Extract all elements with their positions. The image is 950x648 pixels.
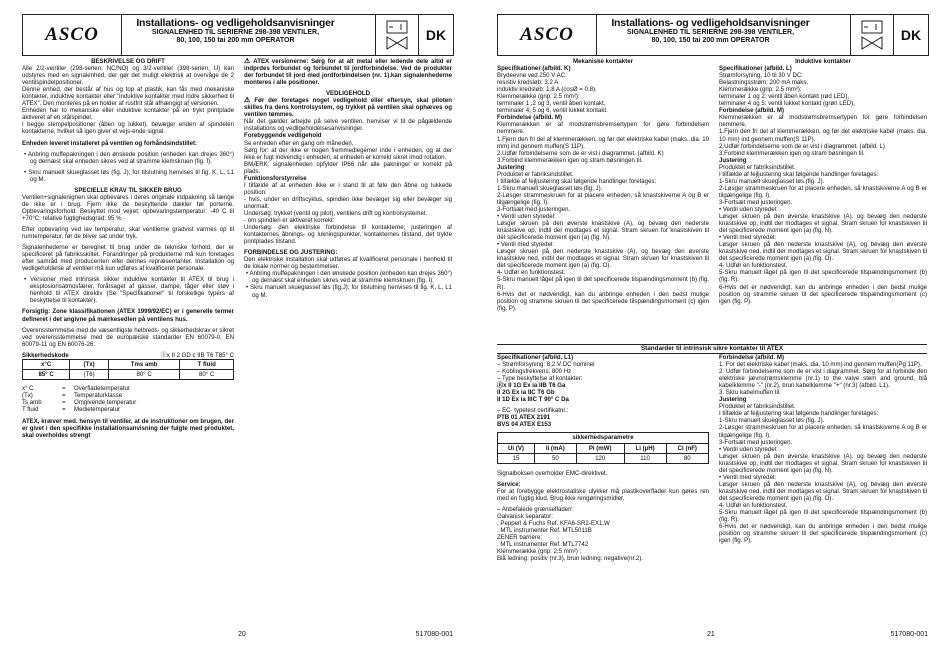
table-cell: 120 xyxy=(576,453,624,463)
paragraph: Klemmerække (grip: 2.5 mm²): xyxy=(719,86,802,94)
bold-paragraph: II 1D Ex ia IIIC T 90° C Da xyxy=(497,396,569,404)
paragraph: 6-Hvis det er nødvendigt, kan du anbringe enheden i den bedst mulige position og stramme skruen til det specificerede tilspændingsmoment (c) igen (fig. P). xyxy=(719,283,927,305)
section-heading: BESKRIVELSE OG DRIFT xyxy=(91,58,165,65)
page-right xyxy=(475,0,950,648)
paragraph: 3-Fortsæt med justeringen. xyxy=(497,205,571,213)
paragraph: Brydeevne ved 250 V AC: xyxy=(497,72,567,80)
table-header: Ci (nF) xyxy=(666,443,708,453)
paragraph: 2.Udfør forbindelserne som de er vist i diagrammet. (afbild. K) xyxy=(497,149,664,157)
paragraph: Klemmerækken er af modstrømsbremsertypen for gøre forbindelsen nemmere. xyxy=(497,121,709,136)
paragraph: • Ventil uden styredel: xyxy=(719,205,778,213)
warning-paragraph: ⚠ ATEX versionerne: Sørg for at alt metal eller ledende dele altid er indprdes forbundet og forbundet til jordforbindelse. Ved de produkter der forbundet til jord med jordforbindelsen (nr. 1).kan signalenhederne monteres i alle positioner. xyxy=(244,58,452,86)
paragraph: • Ventil med styredel: xyxy=(497,241,555,249)
paragraph: Sørg for: at der ikke er nogen fremmedlegemer inde i enheden, og at der ikke er fugt indvendig i enheden, at enheden er korrekt sikret imod rotation. xyxy=(244,146,452,161)
table-cell: 85° C xyxy=(23,369,70,379)
paragraph: • Ventil uden styredel: xyxy=(719,445,778,453)
doc-title: Installations- og vedligeholdsanvisninger xyxy=(611,17,810,29)
paragraph: Når det gælder arbejde på selve ventilen, henviser vi til de pågældende installations og vedligeholdelsesanvisninger. xyxy=(244,118,452,133)
paragraph: 4- Udfør en funktionstest. xyxy=(719,501,788,509)
paragraph: resistiv kredsløb: 3.2 A xyxy=(497,79,559,87)
bold-paragraph: Specifikationer (afbild. L) xyxy=(719,65,792,73)
doc-title: Installations- og vedligeholdsanvisninger xyxy=(136,17,335,29)
table-title: sikkerhedsparametre xyxy=(498,433,709,443)
left-column-1 xyxy=(22,58,234,439)
paragraph: 4- Udfør en funktionstest. xyxy=(719,262,788,270)
temp-code-table xyxy=(22,359,234,380)
paragraph: Løsger skruen på den øverste knastskive (A), og bevæg den nederste knastskive op, indtil der modtages et signal. Stram skruen for knastskiven til det specificerede moment igen (a) (fig. N). xyxy=(719,452,927,474)
paragraph: 1-Skru manuelt skueglasset løs (fig. J). xyxy=(719,417,825,425)
paragraph: 3-Fortsæt med justeringen. xyxy=(719,438,793,446)
paragraph: ZENER barriere: xyxy=(497,533,543,541)
paragraph: Alle 2/2-ventiler (298-serien, NC/NO) og 3/2-ventiler (398-serien, U) kan udstyres med en signalenhed, der gør det muligt elektrisk at overvåge de 2 ventilspindelpositioner. xyxy=(22,65,234,87)
paragraph: induktiv kredsløb: 1.8 A (cosØ = 0.8). xyxy=(497,86,597,94)
paragraph: – Strømforsyning: 8,2 V DC nominel xyxy=(497,361,595,369)
table-cell: (T6) xyxy=(70,369,109,379)
doc-subtitle-1: SIGNALENHED TIL SERIERNE 298-398 VENTILER, xyxy=(151,29,320,36)
table-cell: 15 xyxy=(498,453,535,463)
table-cell: 50 xyxy=(534,453,576,463)
paragraph: 1-Skru manuelt skueglasset løs (fig. J). xyxy=(497,184,603,192)
bold-paragraph: II 2G Ex ia IIC T6 Gb xyxy=(497,389,555,397)
asco-logo: ASCO xyxy=(498,15,597,55)
paragraph: 3.Forbind klemmerækken igen og stram bøsningen til. xyxy=(497,156,643,164)
temp-legend xyxy=(22,385,234,413)
language-code: DK xyxy=(900,27,922,43)
legend-row xyxy=(22,392,234,399)
paragraph: 3-Fortsæt med justeringen. xyxy=(719,198,793,206)
paragraph: Produktet er fabriksindstillet. xyxy=(719,403,796,411)
bullet-item: • Skru manuelt skueglasset løs (fig.J); for tilslutning henvises til fig. K, L, L1 og M. xyxy=(246,284,452,299)
table-header: (Tx) xyxy=(70,359,109,369)
bold-paragraph: Service: xyxy=(497,480,521,488)
atex-standards-header: Standarder til intrinsisk sikre kontakter til ATEX xyxy=(497,344,927,354)
paragraph: - hvis, under en driftscyklus, spindlen ikke bevæger sig eller bevæger sig unormalt: xyxy=(244,195,452,210)
atex-note: ATEX, kræver med. hensyn til ventiler, at de instruktioner om brugen, der er givet i den specifikke installationsanvisning der fulgte med produktet, skal overholdes strengt xyxy=(22,418,234,440)
bold-paragraph: Forebyggende vedligehold xyxy=(244,132,322,140)
paragraph: BMÆRK: signalenheden opfylder IP66 når alle pakninger er korrekt på plads. xyxy=(244,160,452,175)
paragraph: 5-Skru manuelt låget på igen til det specificerede tilspændingsmoment (b) (fig. R). xyxy=(497,276,709,291)
paragraph: 4- Udfør en funktionstest. xyxy=(497,269,566,277)
paragraph: I begge stempelpositioner (åben og lukket), bevæger enden af spindelen kontakterne, hvilket så igen giver et vejs-ende signal. xyxy=(22,121,234,136)
paragraph: • Ventil med styredel: xyxy=(719,234,777,242)
legend-row xyxy=(22,399,234,406)
doc-subtitle-2: 80, 100, 150 tai 200 mm OPERATOR xyxy=(176,37,295,44)
paragraph: . Pepperl & Fuchs Ref. KFA6-SR2-EX1.W xyxy=(497,519,610,527)
paragraph: - om spindlen er aktiveret korrekt: xyxy=(244,217,335,225)
paragraph: 2-Løsger strammeskruen for at placere enheden, så knastskiverne A og B er tilgængelige (fig. I). xyxy=(719,424,927,439)
paragraph: – Anbefalede grænsefladerr: xyxy=(497,505,574,513)
paragraph: Løsger skruen på den nederste knastskive (A), og bevæg den øverste knastskive ned, indtil der modtages et signal. Stram skruen for knastskiven til det specificerede moment igen (a) (fig. O). xyxy=(719,241,927,263)
paragraph: For at forebygge elektrostatiske ulykker må plastikoverflader kun gøres ren med en fugtig klud. Brug ikke rengøringsmidler. xyxy=(497,487,709,502)
section-heading: Induktive kontakter xyxy=(795,58,851,65)
table-cell: 80° C xyxy=(180,369,234,379)
paragraph: 2. Udfør forbindelserne som de er vist i diagrammet. Sørg for at forbinde den elektriske jævnstrømsklemme (nr.1) to the valve stem and ground, blå kabelklemme "-" (nr.2), brun kabelklemme "+" (nr.3) (afbild. L1). xyxy=(719,368,927,390)
asco-logo: ASCO xyxy=(23,15,122,55)
page-header xyxy=(22,14,454,56)
paragraph: I tilfælde af fejljustering skal følgende handlinger foretages: xyxy=(497,177,657,185)
service-block xyxy=(497,470,709,563)
legend-row xyxy=(22,406,234,413)
paragraph: Signalenhederne er beregnet til brug under de tekniske forhold, der er specificeret på fabriksskiltet. Forandringer på produkterne må kun foretages efter samråd med producenten eller dennes repræsentanter. Installation og vedligeholdelse af ventilen må kun udføres af kvalificeret personale. xyxy=(22,244,234,273)
legend-cell: Temperaturklasse xyxy=(74,391,123,399)
paragraph: 1-Skru manuelt skueglasset løs (fig. J). xyxy=(719,177,825,185)
warning-paragraph: ⚠ Før der foretages noget vedligehold eller eftersyn, skal piloten skilles fra dens kontrolsystem, og trykket på ventilen skal ophæves og ventilen tømmes. xyxy=(244,97,452,118)
bold-paragraph: Justering xyxy=(497,163,525,171)
bold-paragraph: BVS 04 ATEX E153 xyxy=(497,421,552,429)
paragraph: I tilfælde af fejljustering skal følgende handlinger foretages: xyxy=(719,170,879,178)
page-number: 21 xyxy=(707,631,715,638)
paragraph: Strømforsyning: 10 til 30 V DC: xyxy=(719,72,803,80)
legend-cell: = xyxy=(62,398,66,406)
paragraph: terminaler 1 og 2: ventil åben kontakt (rød LED), xyxy=(719,93,850,101)
paragraph: Enheden har to mekaniske eller induktive kontakter på en trykt printplade aktiveret af en stålspindel. xyxy=(22,107,234,122)
section-heading: VEDLIGEHOLD xyxy=(325,90,370,98)
paragraph: 6-Hvis det er nødvendigt, kan du anbringe enheden i den bedst mulige position og stramme skruen til det specificerede tilspændingsmoment (c) igen (fig. P). xyxy=(497,290,709,312)
paragraph: . MTL instrumenter Ref. MTL5011B xyxy=(497,526,592,534)
bullet-item: • Anbring muffepakningen i den ønskede position (enheden kan drejes 360°) og dernæst skal enheden sikres ved at stramme klemskruen (fig. I). xyxy=(246,270,452,285)
doc-subtitle-1: SIGNALENHED TIL SERIERNE 298-398 VENTILER, xyxy=(626,29,795,36)
bullet-item: • Versioner med intrinsisk sikker induktive kontakter til ATEX til brug i eksplosionsatmosfærer, forårsaget af gasser, dampe, tåger eller støv i henhold til ATEX direktiv (Se "Specifikationer" til forskellige typers af beskyttelse til kontakter). xyxy=(24,276,234,305)
table-header: Pi (mW) xyxy=(576,443,624,453)
paragraph: 1.Fjern den fri del af klemmerækken, og før det elektriske kabel (maks. dia. 10 mm) ind gennem muffen(S 11P). xyxy=(497,135,709,150)
paragraph: Løsger skruen på den øverste knastskive (A), og bevæg den nederste knastskive op, indtil der modtages et signal. Stram skruen for knastskiven til det specificerede moment igen (a) (fig. N). xyxy=(497,220,709,242)
bullet-item: • Skru manuelt skueglasset løs (fig. J); for tilslutning henvises til fig. K, L, L1 og M. xyxy=(24,168,234,183)
table-header: Li (µH) xyxy=(624,443,666,453)
paragraph: Overensstemmelse med de væsentligste helbreds- og sikkerhedskrav er sikret ved overensstemmelse med de europæiske standarder EN 60079-0, EN 60079-11 og EN 60076-26. xyxy=(22,326,234,348)
bold-paragraph: Funktionsforstyrrelse xyxy=(244,174,307,182)
paragraph: Galvanisk separator: xyxy=(497,512,553,520)
paragraph: Efter opbevaring ved lav temperatur, skal ventilerne gradvist varmes op til rumtemperatur, før de bliver sat under tryk. xyxy=(22,225,234,241)
page-number: 20 xyxy=(238,631,246,638)
paragraph: Klemmerække (grip: 2,5 mm²) : xyxy=(497,548,582,556)
paragraph: – Koblingsfrekvens: 800 Hz xyxy=(497,368,572,376)
paragraph: 5-Skru manuelt låget på igen til det specificerede tilspændingsmoment (b) (fig. R). xyxy=(719,269,927,284)
section-heading: Mekaniske kontakter xyxy=(573,58,633,65)
temp-code-title xyxy=(22,352,234,359)
atex-marking: Ⓔx II 2 GD c IIB T6 T85° C xyxy=(160,351,234,359)
table-cell: 80° C xyxy=(108,369,180,379)
bold-paragraph: Justering xyxy=(719,156,747,164)
table-row xyxy=(498,453,709,463)
paragraph: terminaler 1 ,2 og 3, ventil åben kontakt, xyxy=(497,100,606,108)
right-column-4 xyxy=(719,354,927,544)
legend-cell: = xyxy=(62,384,66,392)
legend-row xyxy=(22,385,234,392)
language-code: DK xyxy=(425,27,447,43)
paragraph: I tilfælde af fejljustering skal følgende handlinger foretages: xyxy=(719,410,879,418)
paragraph: 2-Løsger strammeskruen for at placere enheden, så knastskiverne A og B er tilgængelige (fig. I). xyxy=(719,184,927,199)
paragraph: terminaler 4, 5 og 6, ventil lukket kontakt. xyxy=(497,107,608,115)
table-cell: 110 xyxy=(624,453,666,463)
temp-code-label: Sikkerhedskode xyxy=(22,351,69,359)
paragraph: Se enheden efter en gang om måneden. xyxy=(244,139,354,147)
paragraph: Belastningsstrøm: 200 mA maks. xyxy=(719,79,809,87)
bold-paragraph: FORBINDELSE OG JUSTERING: xyxy=(244,249,338,257)
paragraph: Undersøg: den elektriske forbindelse til kontakterne, justeringen af kontakternes åbnings- og lukningspunkter, kontakternes tilstand, det trykte printplades tilstand. xyxy=(244,224,452,246)
bold-paragraph: Forbindelse (afbild. M) xyxy=(497,114,562,122)
right-column-3 xyxy=(497,354,709,562)
table-header: Ui (V) xyxy=(498,443,535,453)
paragraph: Blå ledning: positiv (nr.3), brun ledning: negative(nr.2). xyxy=(497,555,643,563)
doc-number: 517080-001 xyxy=(415,631,453,638)
paragraph: – Type beskyttelse af kontakter: xyxy=(497,375,583,383)
paragraph: terminaler 4 og 5: ventil lukket kontakt (grøn LED), xyxy=(719,100,855,108)
legend-cell: Ts amb xyxy=(22,398,42,406)
bold-paragraph: Specifikationer (afbild. K) xyxy=(497,65,571,73)
paragraph: Løsger skruen på den nederste knastskive (A), og bevæg den øverste knastskive ned, indtil der modtages et signal. Stram skruen for knastskiven til det specificerede moment igen (a) (fig. O). xyxy=(497,248,709,270)
paragraph: Ventilen+signalenignen skal opbevares i deres originale indpakning så længe de ikke er i brug. Fjern ikke de beskyttende dækler før porterne. Opbevaringsforhold: Beskyttet mod vejret; opbevaringstemperatur: -40 C til +70°C; relative fugtighedsgrad: 95 % xyxy=(22,193,234,222)
paragraph: 3. Skru kabelmuffen til. xyxy=(719,389,781,397)
legend-cell: = xyxy=(62,391,66,399)
table-header: Tms amb xyxy=(108,359,180,369)
table-cell: 80 xyxy=(666,453,708,463)
bold-paragraph: PTB 01 ATEX 2191 xyxy=(497,414,551,422)
paragraph: • Ventil uden styredel: xyxy=(497,213,556,221)
header-title-block xyxy=(598,17,823,45)
paragraph: Undersøg: trykket (ventil og pilot), ventilens drift og kontrolsystemet. xyxy=(244,209,428,217)
bold-paragraph: Forsigtig: Zone klassifikationen (ATEX 1999/92/EC) er i generelle termer defineret i det angivne på mærkesedlen på ventilens hus. xyxy=(22,308,234,323)
paragraph: 1. For det elektriske kabel (maks. dia. 10 mm) ind gennem muffen(Pg 11P). xyxy=(719,361,922,369)
legend-cell: Omgivende temperatur xyxy=(74,398,137,406)
paragraph: Løsger skruen på den øverste knastskive (A), og bevæg den nederste knastskive op, indtil der modtages et signal. Stram skruen for knastskiven til det specificerede moment igen (a) (fig. N). xyxy=(719,213,927,235)
legend-cell: = xyxy=(62,405,66,413)
doc-number: 517080-001 xyxy=(890,631,928,638)
paragraph: – EC- typetest certifikatnr.: xyxy=(497,407,569,415)
paragraph: Klemmerækken er af modstrømsbremsertypen for gøre forbindelsen nemmere. xyxy=(719,114,927,129)
bold-paragraph: Specifikationer (afbild. L1) xyxy=(497,354,574,361)
bold-paragraph: Justering xyxy=(719,396,747,404)
paragraph: 3.Forbind klemmerækken igen og stram bøsningen til. xyxy=(719,149,865,157)
bold-paragraph: Ⓔx II 1G Ex ia IIB T6 Ga xyxy=(497,382,566,390)
left-column-2 xyxy=(244,58,452,299)
paragraph: Signalboksen overholder EMC-direktivet. xyxy=(497,469,608,477)
bold-paragraph: Enheden leveret installeret på ventilen og forhåndsindstillet: xyxy=(22,139,198,147)
header-title-block xyxy=(123,17,348,45)
bold-paragraph: Forbindelse (afbild. M) xyxy=(719,354,784,361)
paragraph: Denne enhed, der består af hus og top af plastik, kan fås med mekaniske kontakter, induktive kontakter eller "induktive kontakter med indre sikkerhed til ATEX". Den monteres på en holder af rustfrit stål afhængigt af versionen. xyxy=(22,86,234,108)
valve-symbol-icon xyxy=(375,15,419,55)
table-row xyxy=(23,369,234,379)
paragraph: Klemmerække (grip: 2.5 mm²): xyxy=(497,93,580,101)
right-column-2 xyxy=(719,58,927,340)
page-header xyxy=(497,14,929,56)
paragraph: Produktet er fabriksindstillet. xyxy=(497,170,574,178)
paragraph: I tilfælde af at enheden ikke er i stand til at føle den åbne og lukkede position: xyxy=(244,181,452,196)
legend-cell: T fluid xyxy=(22,405,39,413)
legend-cell: Medietemperatur xyxy=(74,405,121,413)
temperature-code-block xyxy=(22,352,234,380)
table-header: T fluid xyxy=(180,359,234,369)
paragraph: 2-Løsger strammeskruen for at placere enheden, så knastskiverne A og B er tilgængelige (fig. I). xyxy=(497,191,709,206)
paragraph: Den elektriske installation skal udføres af kvalificeret personale i henhold til de lokale normer og bestemmelser. xyxy=(244,256,452,271)
paragraph: 6-Hvis det er nødvendigt, kan du anbringe enheden i den bedst mulige position og stramme skruen til det specificerede tilspændingsmoment (c) igen (fig. P). xyxy=(719,523,927,545)
paragraph: Løsger skruen på den nederste knastskive (A), og bevæg den øverste knastskive ned, indtil der modtages et signal. Stram skruen for knastskiven til det specificerede moment igen (a) (fig. O). xyxy=(719,480,927,502)
bold-paragraph: Forbindelse (afbild. M) xyxy=(719,107,784,115)
doc-subtitle-2: 80, 100, 150 tai 200 mm OPERATOR xyxy=(651,37,770,44)
paragraph: • Ventil med styredel: xyxy=(719,473,777,481)
table-header: Ii (mA) xyxy=(534,443,576,453)
legend-cell: (Tx) xyxy=(22,391,33,399)
section-heading: SPECIELLE KRAV TIL SIKKER BRUG xyxy=(74,186,182,194)
table-header: x°C xyxy=(23,359,70,369)
legend-cell: Overfladetemperatur xyxy=(74,384,130,392)
paragraph: Produktet er fabriksindstillet. xyxy=(719,163,796,171)
paragraph: 2.Udfør forbindelserne som de er vist i diagrammet. (afbild. L) xyxy=(719,142,885,150)
bullet-item: • Anbring muffepakningen i den ønskede position (enheden kan drejes 360°) og dernæst skal enheden sikres ved at stramme klemskruen (fig. I). xyxy=(24,150,234,165)
right-column-1 xyxy=(497,58,709,340)
valve-symbol-icon xyxy=(850,15,894,55)
legend-cell: x° C xyxy=(22,384,34,392)
paragraph: . MTL instrumenter Ref. MTL7742 xyxy=(497,541,589,549)
safety-parameters-table xyxy=(497,432,709,463)
paragraph: 5-Skru manuelt låget på igen til det specificerede tilspændingsmoment (b) (fig. R). xyxy=(719,509,927,524)
paragraph: 1.Fjern den fri del af klemmerækken, og før det elektriske kabel (maks. dia. 10 mm) ind gennem muffen(S 11P). xyxy=(719,128,927,143)
